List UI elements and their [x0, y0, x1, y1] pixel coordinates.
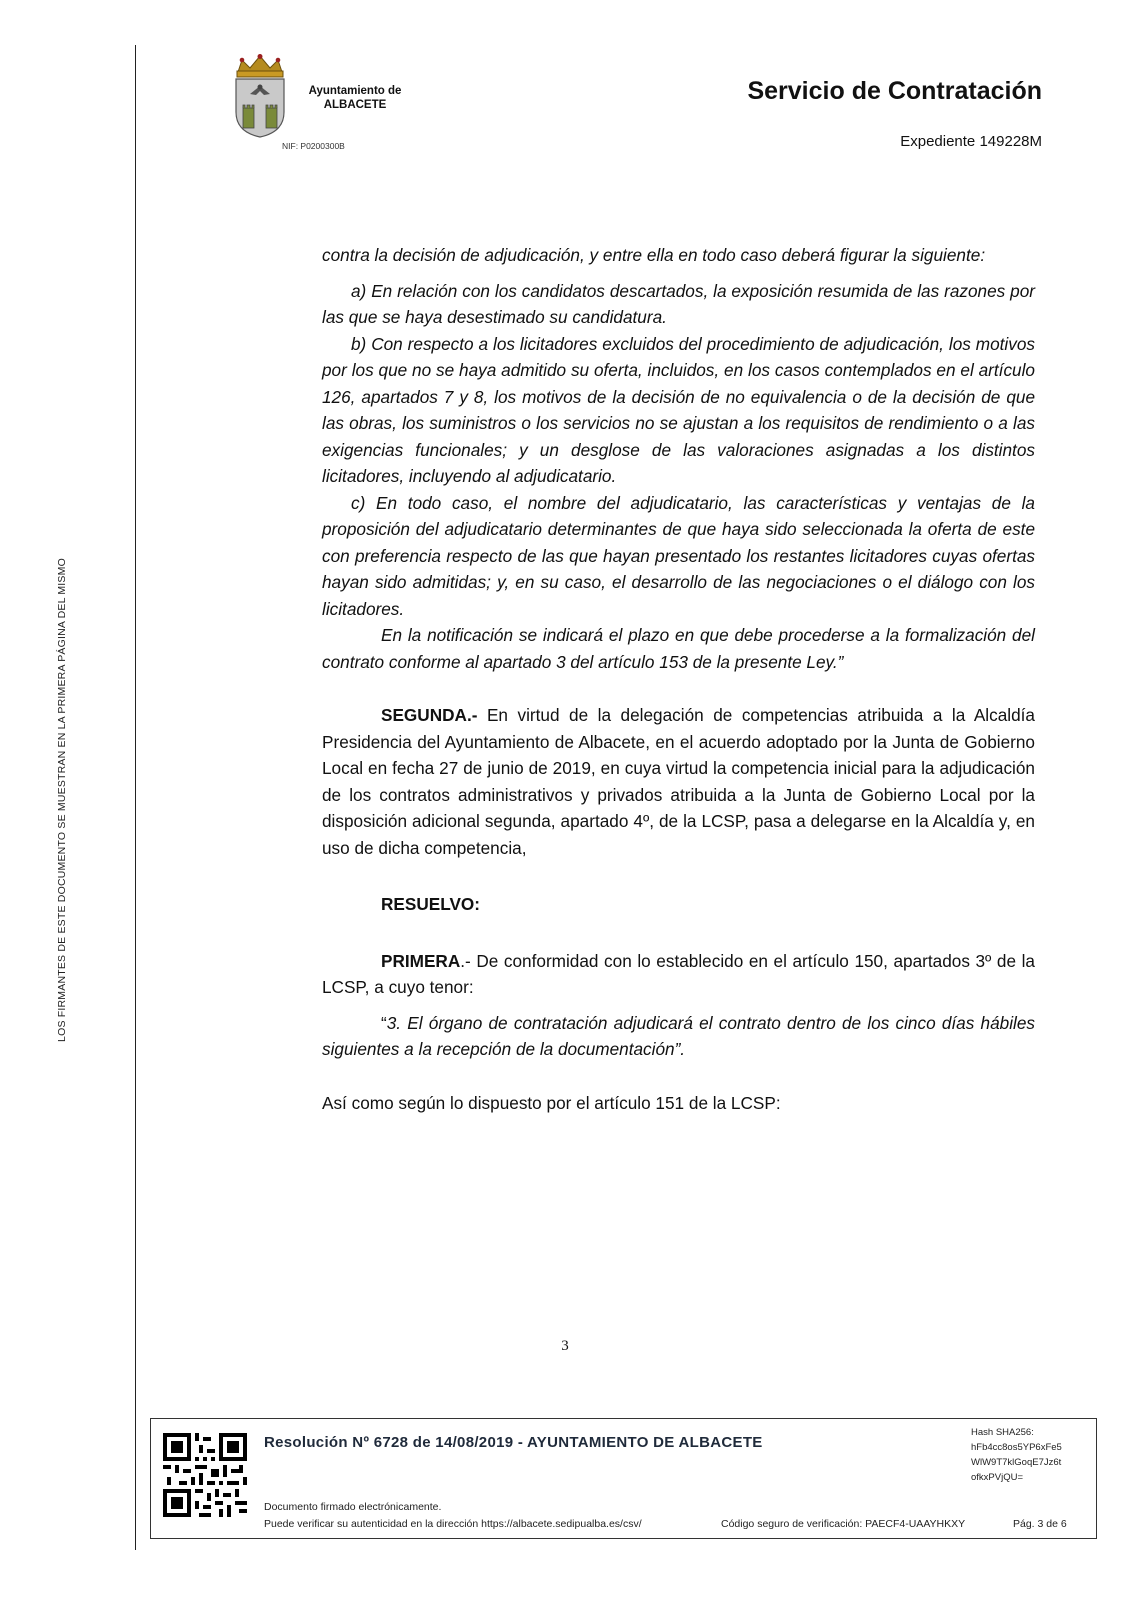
paragraph-notification: En la notificación se indicará el plazo en que debe procederse a la formalización del contrato conforme al apartado 3 del artículo 153 de la presente Ley.”: [322, 625, 1035, 672]
paragraph-b: b) Con respecto a los licitadores excluidos del procedimiento de adjudicación, los motivos por los que no se haya admitido su oferta, incluidos, en los casos contemplados en el artículo 126, apartados 7 y 8, los motivos de la decisión de no equivalencia o de la decisión de que las obras, los suministros o los servicios no se ajustan a los requisitos de rendimiento o a las exigencias funcionales; y un desglose de las valoraciones asignadas a los distintos licitadores, incluyendo al adjudicatario.: [322, 333, 1035, 486]
segunda-label: SEGUNDA.-: [381, 705, 478, 725]
paragraph-primera: [322, 948, 1035, 1001]
segunda-text: En virtud de la delegación de competencias atribuida a la Alcaldía Presidencia del Ayuntamiento de Albacete, en el acuerdo adoptado por la Junta de Gobierno Local en fecha 27 de junio de 2019, en cuya virtud la competencia inicial para la adjudicación de los contratos administrativos y privados atribuida a la Junta de Gobierno Local por la disposición adicional segunda, apartado 4º, de la LCSP, pasa a delegarse en la Alcaldía y, en uso de dicha competencia,: [322, 705, 1035, 858]
nif-text: NIF: P0200300B: [282, 141, 345, 151]
signature-footer: [150, 1418, 1097, 1539]
paragraph-a: a) En relación con los candidatos descartados, la exposición resumida de las razones por las que se haya desestimado su candidatura.: [322, 280, 1035, 327]
primera-label: PRIMERA: [381, 950, 461, 971]
page-count: Pág. 3 de 6: [1013, 1518, 1067, 1530]
paragraph-quote: [322, 1010, 1035, 1063]
quote-mark: “: [381, 1012, 387, 1033]
organization-name-line1: Ayuntamiento de: [308, 85, 402, 97]
service-title: Servicio de Contratación: [747, 77, 1042, 105]
hash-line-2: WlW9T7klGoqE7Jz6t: [971, 1457, 1062, 1468]
organization-name-line2: ALBACETE: [323, 99, 387, 111]
hash-line-3: ofkxPVjQU=: [971, 1472, 1024, 1483]
paragraph-segunda: [322, 702, 1035, 861]
paragraph-intro: contra la decisión de adjudicación, y entre ella en todo caso deberá figurar la siguiente:: [322, 245, 986, 265]
paragraph-closing: Así como según lo dispuesto por el artículo 151 de la LCSP:: [322, 1092, 781, 1113]
hash-block: [971, 1425, 1062, 1485]
quote-text: 3. El órgano de contratación adjudicará el contrato dentro de los cinco días hábiles siguientes a la recepción de la documentación”.: [322, 1012, 1035, 1059]
document-body: [322, 242, 1035, 1116]
signed-notice: Documento firmado electrónicamente.: [264, 1501, 442, 1513]
margin-rule: [135, 45, 136, 1550]
organization-name: [300, 84, 410, 112]
resolution-title: Resolución Nº 6728 de 14/08/2019 - AYUNTAMIENTO DE ALBACETE: [264, 1434, 763, 1451]
paragraph-c: c) En todo caso, el nombre del adjudicatario, las características y ventajas de la proposición del adjudicatario determinantes de que haya sido seleccionada la oferta de este con preferencia respecto de las que hayan presentado los restantes licitadores cuyas ofertas hayan sido admitidas; y, en su caso, el desarrollo de las negociaciones o el diálogo con los licitadores.: [322, 492, 1035, 619]
page-number: 3: [561, 1338, 569, 1354]
coat-of-arms-logo: [228, 54, 292, 138]
verify-notice: Puede verificar su autenticidad en la dirección https://albacete.sedipualba.es/csv/: [264, 1518, 642, 1530]
hash-line-1: hFb4cc8os5YP6xFe5: [971, 1442, 1062, 1453]
hash-label: Hash SHA256:: [971, 1427, 1034, 1438]
verification-code: Código seguro de verificación: PAECF4-UAAYHKXY: [721, 1518, 966, 1530]
signers-note: LOS FIRMANTES DE ESTE DOCUMENTO SE MUESTRAN EN LA PRIMERA PÁGINA DEL MISMO: [56, 558, 68, 1042]
primera-text: .- De conformidad con lo establecido en el artículo 150, apartados 3º de la LCSP, a cuyo tenor:: [322, 950, 1035, 997]
qr-code-icon: [163, 1433, 247, 1517]
resuelvo-label: RESUELVO:: [381, 894, 480, 914]
file-number: Expediente 149228M: [900, 133, 1042, 150]
resuelvo-heading: [322, 891, 1035, 918]
